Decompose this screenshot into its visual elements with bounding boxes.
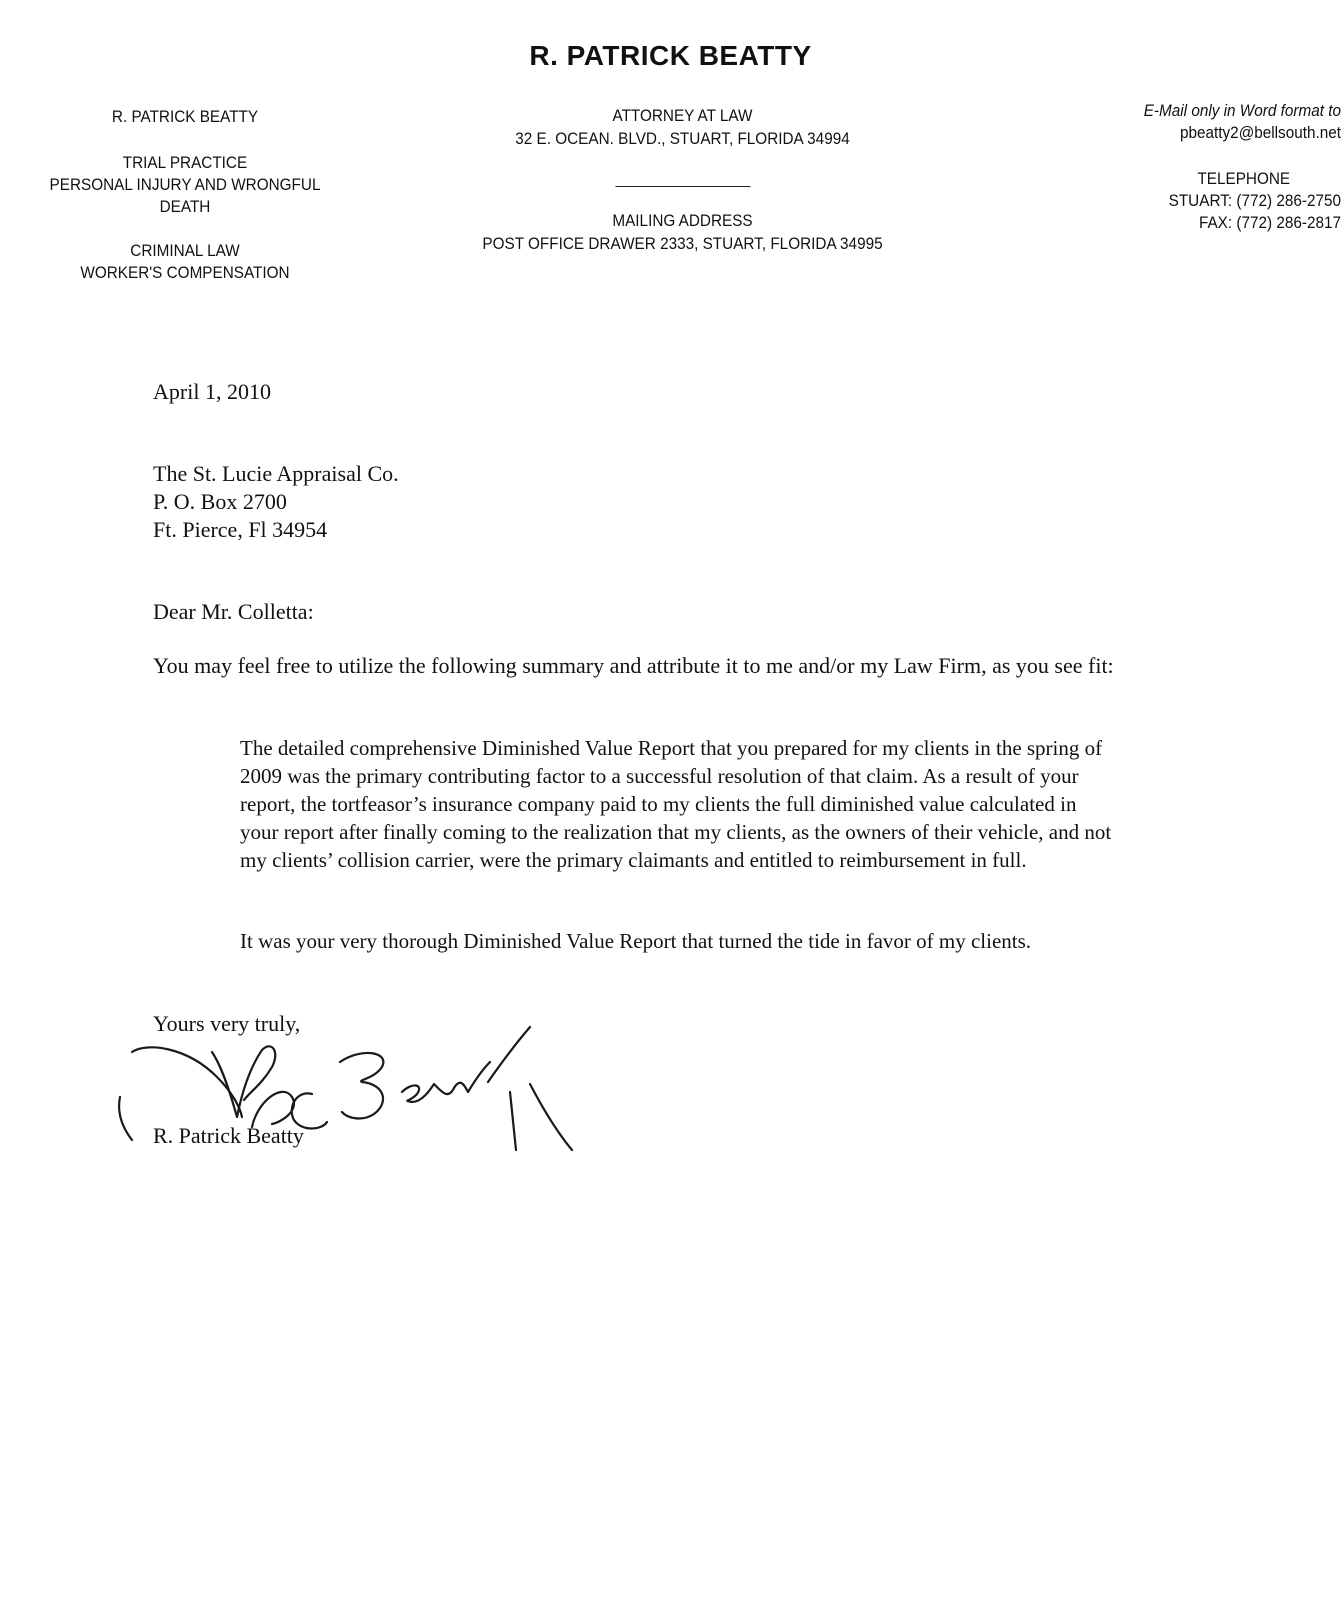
email-note: E-Mail only in Word format to: [1143, 101, 1341, 120]
office-address: 32 E. OCEAN. BLVD., STUART, FLORIDA 34994: [515, 129, 850, 148]
attorney-name: R. PATRICK BEATTY: [111, 107, 259, 126]
letterhead-right-column: [1111, 100, 1341, 234]
mailing-address-label: MAILING ADDRESS: [612, 211, 753, 230]
closing: Yours very truly,: [153, 1011, 301, 1036]
fax-number: FAX: (772) 286-2817: [1198, 213, 1341, 232]
intro-paragraph: You may feel free to utilize the following summary and attribute it to me and/or my Law Firm, as you see fit:: [153, 653, 1114, 678]
recipient-line: Ft. Pierce, Fl 34954: [153, 517, 328, 542]
letterhead-left-column: [28, 106, 343, 284]
recipient-line: P. O. Box 2700: [153, 489, 287, 514]
signer-name: R. Patrick Beatty: [153, 1123, 304, 1148]
telephone-label: TELEPHONE: [1197, 169, 1291, 188]
recipient-line: The St. Lucie Appraisal Co.: [153, 461, 399, 486]
mailing-address: POST OFFICE DRAWER 2333, STUART, FLORIDA 34995: [482, 234, 883, 253]
practice-area: PERSONAL INJURY AND WRONGFUL DEATH: [49, 175, 321, 216]
firm-name-heading: R. PATRICK BEATTY: [529, 40, 812, 71]
quoted-paragraph: The detailed comprehensive Diminished Value Report that you prepared for my clients in the spring of 2009 was the primary contributing factor to a successful resolution of that claim. As a result of your report, the tortfeasor’s insurance company paid to my clients the full diminished value calculated in your report after finally coming to the realization that my clients, as the owners of their vehicle, and not my clients’ collision carrier, were the primary claimants and entitled to reimbursement in full.: [240, 736, 1112, 872]
practice-area: CRIMINAL LAW: [130, 241, 240, 260]
letterhead-center-column: [482, 104, 883, 255]
letter-date: April 1, 2010: [153, 379, 271, 404]
recipient-address: [153, 460, 1183, 544]
email-address: pbeatty2@bellsouth.net: [1179, 123, 1341, 142]
quoted-paragraph: It was your very thorough Diminished Value Report that turned the tide in favor of my clients.: [240, 929, 1032, 953]
practice-area: TRIAL PRACTICE: [122, 153, 248, 172]
practice-area: WORKER'S COMPENSATION: [80, 263, 290, 282]
salutation: Dear Mr. Colletta:: [153, 599, 314, 624]
telephone-number: STUART: (772) 286-2750: [1168, 191, 1341, 210]
attorney-title: ATTORNEY AT LAW: [612, 106, 753, 125]
